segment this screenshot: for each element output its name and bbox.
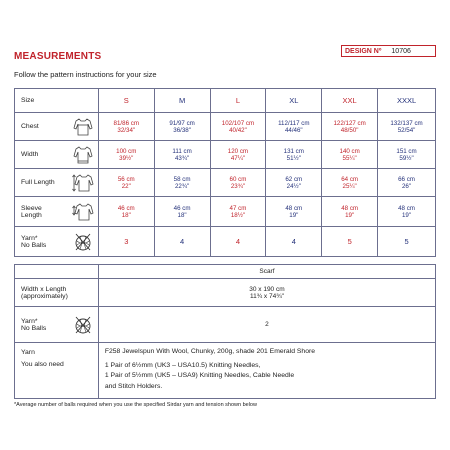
balls-l: 4 [210,227,266,257]
scarf-dims: 30 x 190 cm 11¾ x 74¾" [98,279,435,307]
width-xl: 131 cm 51½" [266,141,322,169]
chest-row [15,113,436,141]
design-label: DESIGN Nº [345,47,382,55]
needles-line-1: 1 Pair of 6½mm (UK3 – USA10.5) Knitting Needles, [104,361,261,369]
footnote: *Average number of balls required when you use the specified Sirdar yarn and tension shown below [14,402,257,408]
width-s: 100 cm 39½" [98,141,154,169]
needles-line-3: and Stitch Holders. [104,382,163,390]
sleeve-xxxl: 48 cm 19" [378,197,436,227]
chest-l: 102/107 cm 40/42" [210,113,266,141]
chest-xxl: 122/127 cm 48/50" [322,113,378,141]
width-label: Width [21,151,39,158]
yarn-spec: F258 Jewelspun With Wool, Chunky, 200g, shade 201 Emerald Shore [104,348,316,355]
scarf-dims-label-2: (approximately) [21,292,68,300]
yarn-ball-icon [72,315,94,335]
balls-xl: 4 [266,227,322,257]
sleeve-xl: 48 cm 19" [266,197,322,227]
width-xxxl: 151 cm 59½" [378,141,436,169]
sleeve-label-2: Length [21,211,42,219]
sleeve-label: Sleeve [21,204,42,212]
yarn-heading: Yarn [21,349,35,356]
width-m: 111 cm 43¾" [154,141,210,169]
sleeve-l: 47 cm 18½" [210,197,266,227]
balls-m: 4 [154,227,210,257]
chest-s: 81/86 cm 32/34" [98,113,154,141]
scarf-dims-label: Width x Length [21,285,67,293]
full-length-row [15,169,436,197]
sweater-length-icon [72,173,94,193]
materials-table [14,342,436,399]
full-length-m: 58 cm 22¾" [154,169,210,197]
full-length-l: 60 cm 23¾" [210,169,266,197]
chest-m: 91/97 cm 36/38" [154,113,210,141]
sweater-width-icon [72,145,94,165]
design-number-box [341,45,436,57]
scarf-balls: 2 [98,307,435,343]
sleeve-length-row [15,197,436,227]
no-balls-label: No Balls [21,241,47,249]
balls-xxxl: 5 [378,227,436,257]
sweater-chest-icon [72,117,94,137]
scarf-yarn-label: Yarn* [21,317,38,325]
sleeve-s: 46 cm 18" [98,197,154,227]
subtitle: Follow the pattern instructions for your size [14,70,157,79]
full-length-xxxl: 66 cm 26" [378,169,436,197]
design-number: 10706 [391,47,411,55]
size-xl: XL [266,89,322,113]
size-label: Size [15,89,99,113]
scarf-balls-row [15,307,436,343]
size-header-row [15,89,436,113]
needles-line-2: 1 Pair of 5½mm (UK5 – USA9) Knitting Needles, Cable Needle [104,372,295,379]
chest-xxxl: 132/137 cm 52/54" [378,113,436,141]
size-xxl: XXL [322,89,378,113]
full-length-xl: 62 cm 24½" [266,169,322,197]
chest-xl: 112/117 cm 44/46" [266,113,322,141]
chest-label: Chest [21,123,39,130]
scarf-dims-row [15,279,436,307]
scarf-table [14,264,436,343]
yarn-balls-row [15,227,436,257]
scarf-header-row [15,265,436,279]
measurements-table [14,88,436,257]
you-also-need-heading: You also need [21,361,64,368]
width-row [15,141,436,169]
width-l: 120 cm 47¼" [210,141,266,169]
size-s: S [98,89,154,113]
full-length-xxl: 64 cm 25¼" [322,169,378,197]
size-l: L [210,89,266,113]
full-length-s: 56 cm 22" [98,169,154,197]
balls-s: 3 [98,227,154,257]
sleeve-length-icon [72,202,94,222]
width-xxl: 140 cm 55¼" [322,141,378,169]
yarn-ball-icon [72,232,94,252]
page-title: MEASUREMENTS [14,51,102,62]
sleeve-m: 46 cm 18" [154,197,210,227]
scarf-header: Scarf [98,265,435,279]
sleeve-xxl: 48 cm 19" [322,197,378,227]
full-length-label: Full Length [21,179,55,186]
size-xxxl: XXXL [378,89,436,113]
materials-row [15,343,436,399]
yarn-label: Yarn* [21,234,38,242]
scarf-no-balls-label: No Balls [21,324,47,332]
size-m: M [154,89,210,113]
balls-xxl: 5 [322,227,378,257]
